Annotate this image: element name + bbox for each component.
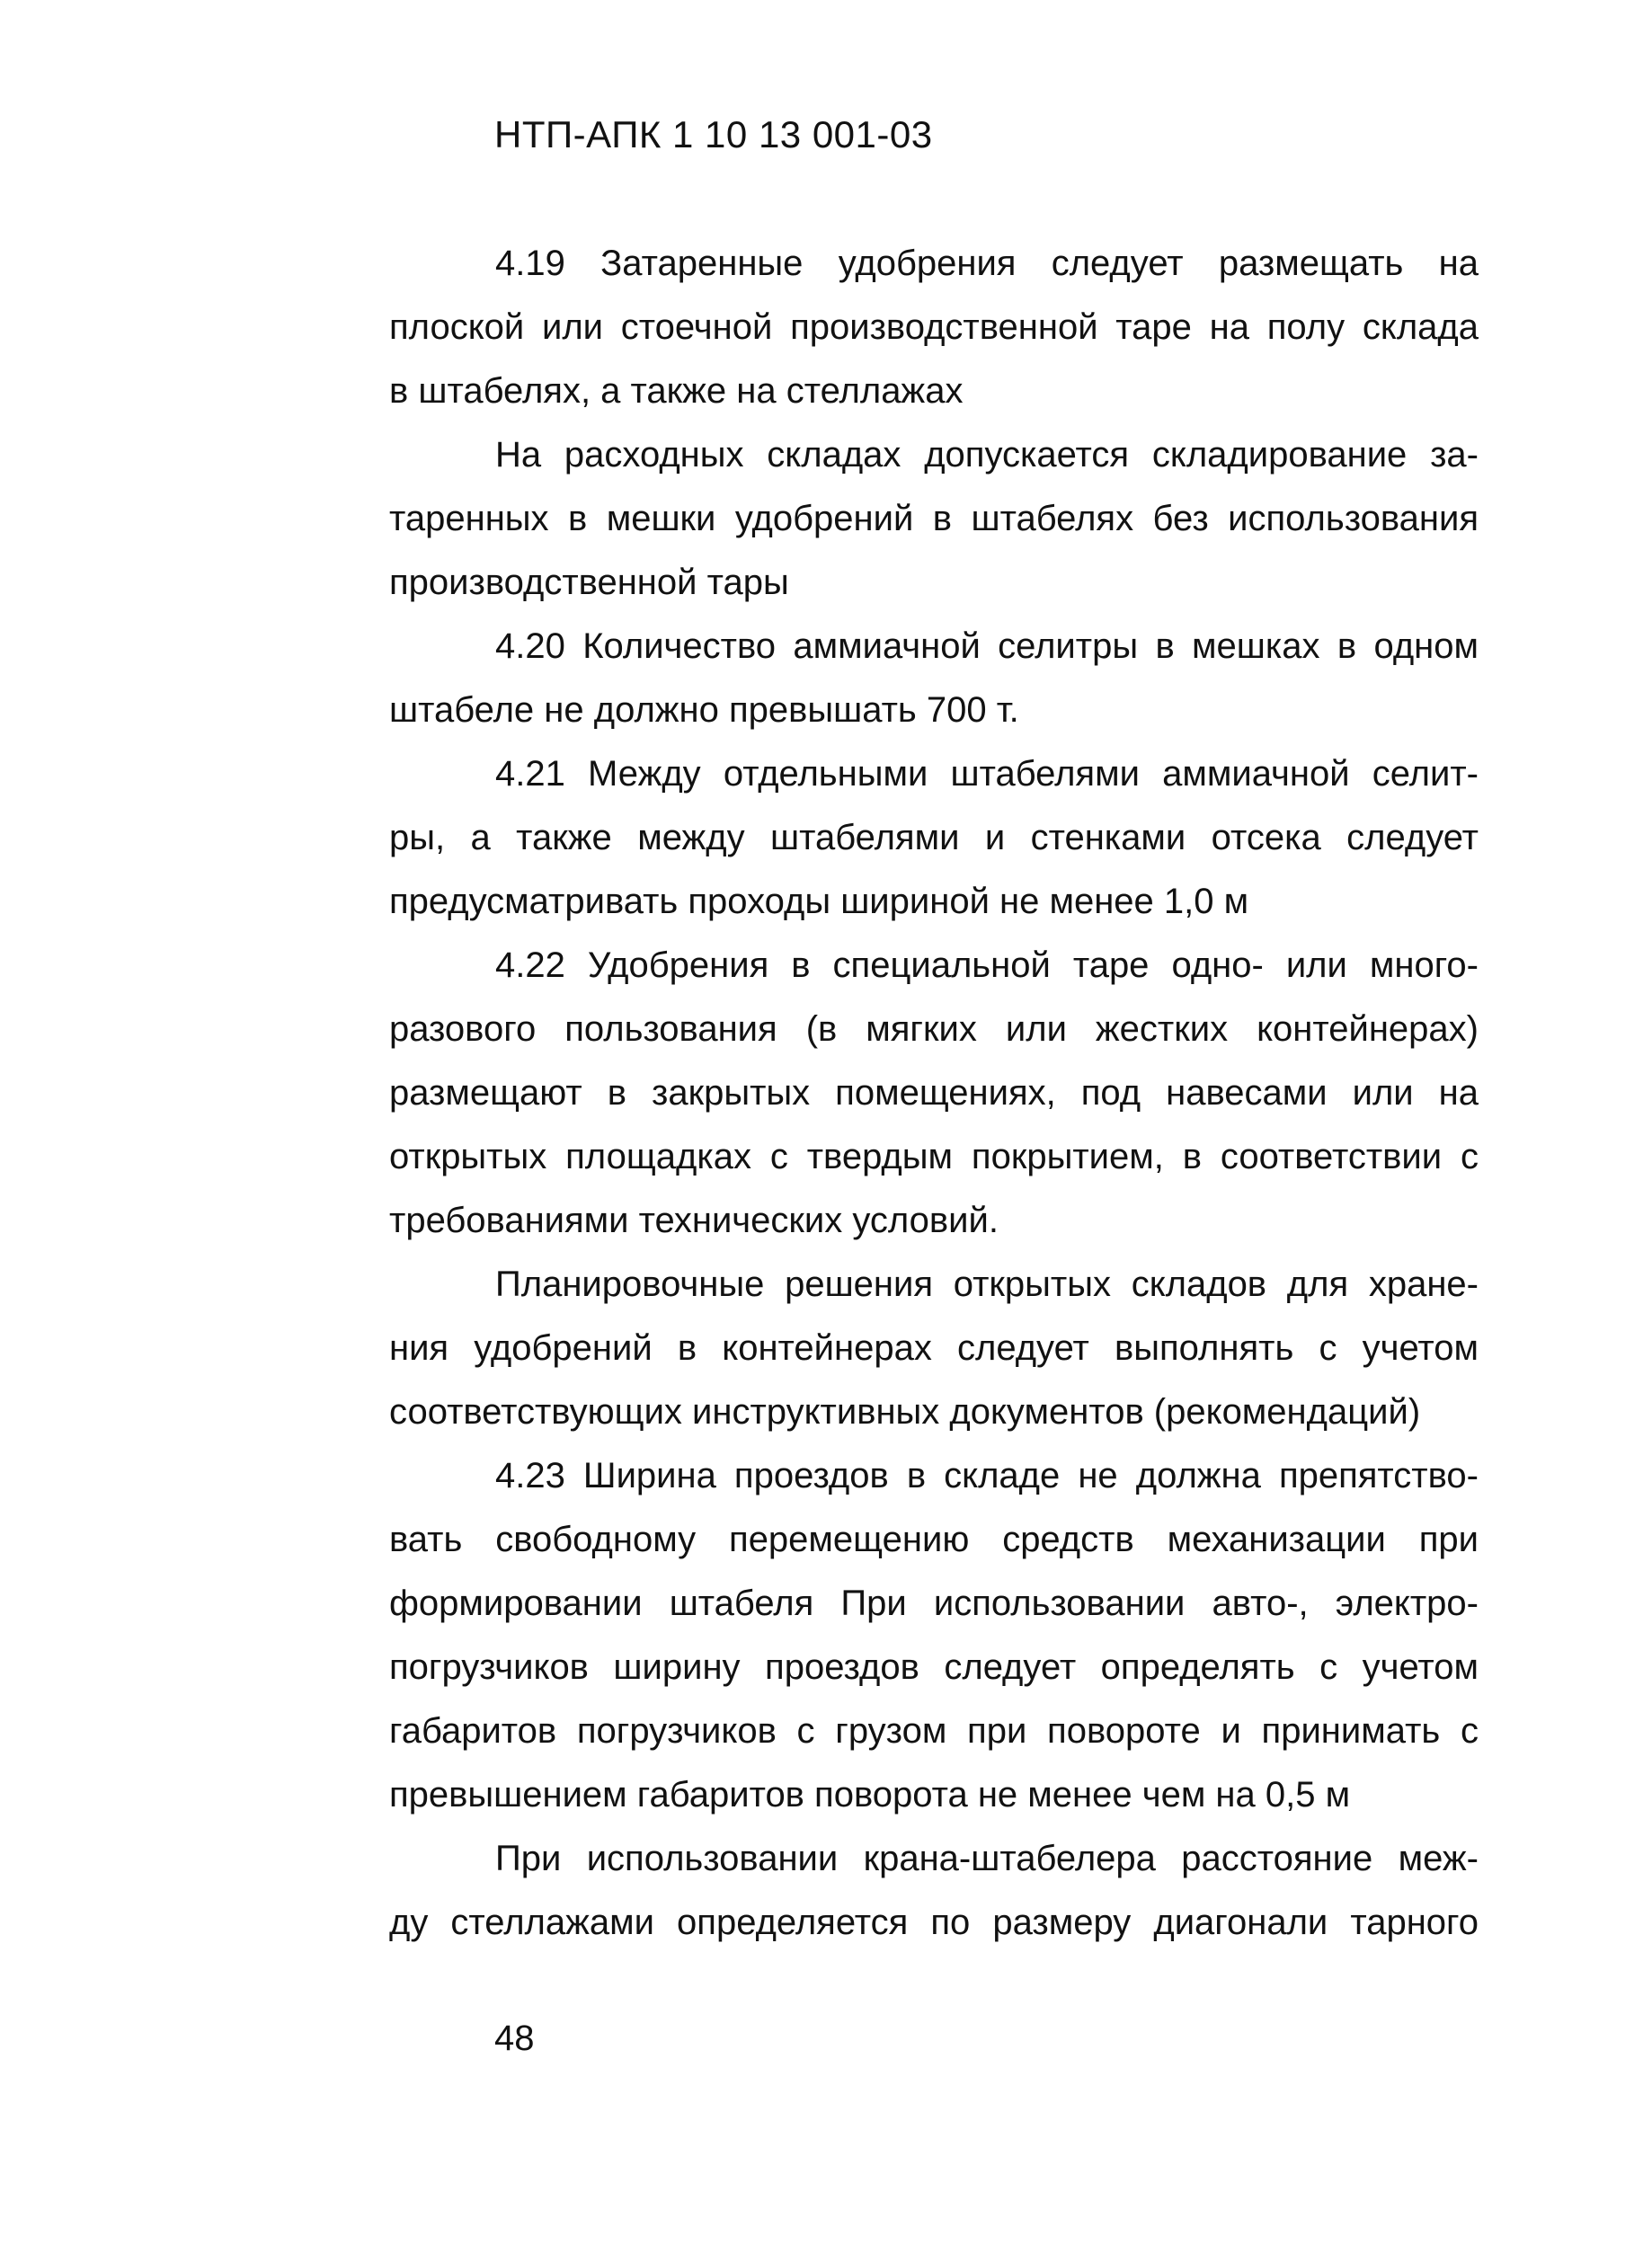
text-line: превышением габаритов поворота не менее чем на 0,5 м <box>389 1775 1351 1815</box>
paragraph-storage <box>389 423 1479 615</box>
text-line: 4.19 Затаренные удобрения следует размещать на <box>495 244 1479 283</box>
paragraph-4-20 <box>389 615 1479 742</box>
document-body <box>389 232 1479 1955</box>
text-line: 4.21 Между отдельными штабелями аммиачной селит- <box>495 754 1479 794</box>
text-line: Планировочные решения открытых складов для хране- <box>495 1265 1479 1304</box>
paragraph-crane-stacker <box>389 1827 1479 1955</box>
text-line: ния удобрений в контейнерах следует выполнять с учетом <box>389 1328 1479 1368</box>
paragraph-4-21 <box>389 742 1479 934</box>
text-line: габаритов погрузчиков с грузом при повороте и принимать с <box>389 1711 1479 1751</box>
text-line: 4.22 Удобрения в специальной таре одно- или много- <box>495 945 1479 985</box>
text-line: производственной тары <box>389 563 789 602</box>
paragraph-4-23 <box>389 1444 1479 1827</box>
text-line: вать свободному перемещению средств механизации при <box>389 1520 1479 1559</box>
text-line: разового пользования (в мягких или жестких контейнерах) <box>389 1009 1479 1049</box>
text-line: 4.20 Количество аммиачной селитры в мешках в одном <box>495 626 1479 666</box>
text-line: соответствующих инструктивных документов (рекомендаций) <box>389 1392 1421 1432</box>
text-line: предусматривать проходы шириной не менее 1,0 м <box>389 882 1249 921</box>
text-line: На расходных складах допускается складирование за- <box>495 435 1479 475</box>
paragraph-4-19 <box>389 232 1479 423</box>
text-line: требованиями технических условий. <box>389 1201 999 1240</box>
text-line: погрузчиков ширину проездов следует определять с учетом <box>389 1647 1479 1687</box>
text-line: плоской или стоечной производственной таре на полу склада <box>389 307 1479 347</box>
text-line: При использовании крана-штабелера расстояние меж- <box>495 1839 1479 1878</box>
text-line: формировании штабеля При использовании авто-, электро- <box>389 1584 1479 1623</box>
text-line: размещают в закрытых помещениях, под навесами или на <box>389 1073 1479 1113</box>
paragraph-open-warehouses <box>389 1253 1479 1444</box>
text-line: в штабелях, а также на стеллажах <box>389 371 964 411</box>
text-line: таренных в мешки удобрений в штабелях без использования <box>389 499 1479 538</box>
text-line: штабеле не должно превышать 700 т. <box>389 690 1019 730</box>
text-line: 4.23 Ширина проездов в складе не должна препятство- <box>495 1456 1479 1495</box>
page-number: 48 <box>494 2019 535 2058</box>
paragraph-4-22 <box>389 934 1479 1253</box>
text-line: ры, а также между штабелями и стенками отсека следует <box>389 818 1479 857</box>
text-line: ду стеллажами определяется по размеру диагонали тарного <box>389 1903 1479 1942</box>
document-header: НТП-АПК 1 10 13 001-03 <box>494 113 933 155</box>
text-line: открытых площадках с твердым покрытием, в соответствии с <box>389 1137 1479 1176</box>
